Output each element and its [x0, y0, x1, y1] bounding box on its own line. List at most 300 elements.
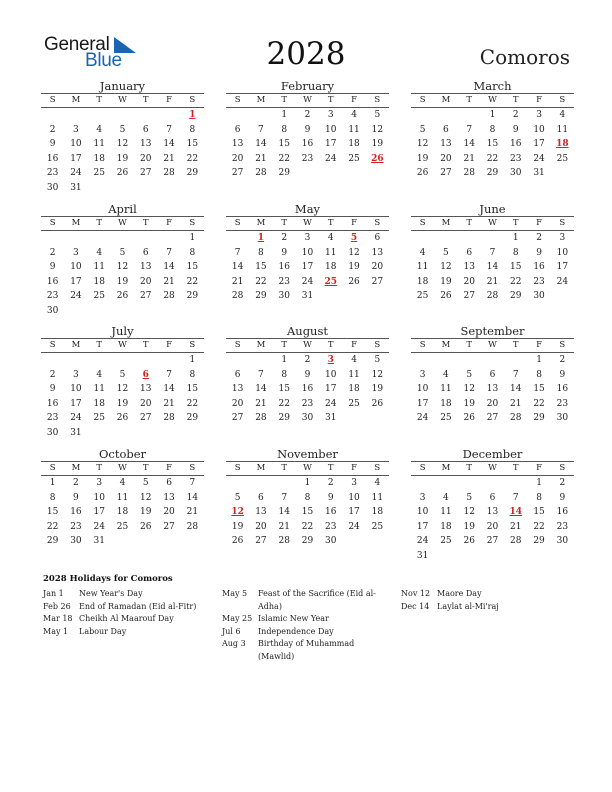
day-cell: 4 [419, 247, 426, 258]
day-cell: 29 [486, 168, 499, 179]
day-empty [226, 476, 249, 491]
weekday-label: M [441, 340, 451, 350]
weekday-label: S [49, 463, 56, 473]
day-cell: 6 [443, 124, 449, 135]
weekday-header [411, 216, 574, 231]
day-cell: 23 [46, 168, 59, 179]
day-cell: 27 [140, 413, 152, 424]
day-cell: 13 [463, 262, 475, 273]
day-cell: 28 [486, 291, 499, 302]
month-name: September [460, 324, 525, 338]
weekday-label: M [441, 463, 451, 473]
month-december [411, 447, 574, 564]
weekday-header [41, 461, 204, 476]
day-cell: 24 [325, 153, 337, 164]
day-empty [134, 353, 157, 368]
weekday-label: W [118, 340, 127, 350]
month-name: December [462, 447, 523, 461]
day-cell: 3 [419, 492, 426, 503]
day-cell: 17 [325, 139, 337, 150]
day-cell: 25 [348, 398, 360, 409]
weekday-label: S [559, 95, 566, 105]
day-cell: 9 [536, 247, 542, 258]
day-cell: 23 [278, 276, 290, 287]
day-cell: 24 [301, 276, 314, 287]
month-may [226, 202, 389, 304]
day-empty [64, 353, 87, 368]
day-empty [481, 353, 504, 368]
holiday-row [222, 626, 392, 639]
day-cell: 23 [70, 521, 82, 532]
day-cell: 20 [231, 153, 244, 164]
weekday-label: M [256, 95, 266, 105]
day-cell: 28 [510, 413, 522, 424]
day-empty [226, 231, 249, 246]
month-april [41, 202, 204, 319]
day-grid [226, 476, 389, 549]
day-cell: 14 [463, 139, 475, 150]
day-cell: 17 [556, 262, 569, 273]
month-september [411, 324, 574, 426]
holidays-title: 2028 Holidays for Comoros [43, 574, 173, 584]
month-november [226, 447, 389, 549]
day-empty [411, 231, 434, 246]
day-cell: 7 [258, 369, 264, 380]
holiday-date: Feb 26 [43, 601, 71, 611]
weekday-label: S [559, 463, 566, 473]
day-cell: 17 [70, 276, 82, 287]
day-cell: 4 [374, 478, 381, 488]
month-name: February [280, 79, 335, 93]
weekday-label: T [512, 218, 519, 228]
day-cell: 23 [301, 398, 314, 409]
day-cell: 3 [419, 369, 426, 380]
weekday-label: M [441, 218, 451, 228]
day-cell: 31 [325, 413, 337, 424]
month-name: January [99, 79, 146, 93]
logo-general-text: General [44, 34, 110, 55]
day-cell: 19 [116, 276, 129, 287]
day-cell: 8 [189, 369, 196, 380]
day-cell: 13 [140, 139, 152, 150]
day-cell: 8 [281, 369, 288, 380]
weekday-label: M [71, 463, 81, 473]
holiday-name: End of Ramadan (Eid al-Fitr) [79, 601, 197, 611]
day-cell-holiday: 1 [189, 110, 196, 120]
day-cell: 5 [466, 369, 473, 380]
holiday-name: Birthday of Muhammad (Mawlid) [258, 639, 355, 661]
day-cell: 31 [301, 291, 314, 302]
day-cell: 20 [255, 521, 267, 532]
day-cell: 20 [163, 507, 175, 518]
day-cell: 17 [70, 153, 82, 164]
day-cell: 4 [119, 478, 126, 488]
day-cell: 7 [189, 478, 196, 488]
holiday-date: Dec 14 [401, 601, 430, 611]
weekday-label: S [49, 95, 56, 105]
day-cell: 28 [163, 291, 175, 302]
day-cell: 18 [440, 398, 452, 409]
day-cell: 19 [463, 521, 475, 532]
day-cell: 28 [278, 536, 290, 547]
weekday-label: W [488, 95, 497, 105]
day-cell: 18 [325, 262, 337, 273]
day-cell: 14 [163, 384, 175, 395]
weekday-label: T [466, 463, 473, 473]
day-cell: 4 [96, 247, 103, 258]
day-cell: 24 [533, 153, 545, 164]
day-cell: 26 [140, 521, 152, 532]
day-cell: 18 [93, 398, 105, 409]
day-cell: 6 [374, 233, 381, 243]
weekday-label: M [256, 463, 266, 473]
day-cell: 25 [440, 536, 452, 547]
day-cell: 21 [163, 153, 175, 164]
day-cell: 24 [556, 276, 569, 287]
day-cell: 23 [556, 398, 569, 409]
day-cell: 3 [327, 110, 334, 120]
weekday-label: W [488, 340, 497, 350]
holiday-name: Feast of the Sacrifice (Eid al-Adha) [258, 589, 376, 611]
day-cell: 2 [559, 355, 566, 365]
month-january [41, 79, 204, 196]
day-cell: 7 [466, 124, 473, 135]
day-cell: 20 [140, 276, 152, 287]
day-cell: 12 [371, 369, 384, 380]
day-cell: 20 [371, 262, 384, 273]
day-cell: 10 [348, 492, 360, 503]
weekday-label: F [166, 340, 172, 350]
weekday-label: W [118, 95, 127, 105]
day-cell: 7 [258, 124, 264, 135]
day-cell: 3 [536, 110, 542, 120]
weekday-label: S [189, 218, 196, 228]
holiday-row [43, 626, 213, 639]
day-cell: 28 [186, 521, 199, 532]
day-cell: 18 [116, 507, 129, 518]
day-cell: 7 [512, 492, 519, 503]
weekday-label: T [142, 463, 149, 473]
day-cell: 5 [119, 124, 126, 135]
day-empty [249, 353, 272, 368]
day-cell: 22 [186, 153, 199, 164]
day-cell: 12 [416, 139, 429, 150]
day-cell: 15 [301, 507, 314, 518]
weekday-label: F [351, 95, 357, 105]
day-cell: 22 [186, 276, 199, 287]
day-cell: 22 [486, 153, 499, 164]
day-cell: 15 [278, 384, 290, 395]
day-cell: 2 [73, 478, 79, 488]
day-cell: 27 [231, 413, 244, 424]
day-cell: 4 [351, 355, 357, 365]
day-cell-holiday: 12 [231, 507, 244, 518]
day-cell: 3 [559, 233, 566, 243]
day-cell: 16 [556, 384, 569, 395]
day-grid [411, 353, 574, 426]
day-cell-holiday: 25 [324, 276, 338, 287]
day-cell: 5 [234, 492, 241, 503]
day-empty [411, 353, 434, 368]
weekday-label: S [234, 340, 241, 350]
day-cell: 11 [116, 492, 129, 503]
day-cell: 23 [46, 413, 59, 424]
day-cell: 13 [231, 384, 244, 395]
day-cell: 18 [440, 521, 452, 532]
day-cell: 4 [351, 110, 357, 120]
day-cell: 31 [533, 168, 545, 179]
day-cell: 14 [255, 384, 267, 395]
day-cell: 30 [510, 168, 522, 179]
day-cell: 26 [440, 291, 452, 302]
day-cell: 1 [536, 355, 542, 365]
day-cell: 15 [278, 139, 290, 150]
day-cell: 12 [140, 492, 152, 503]
day-empty [504, 476, 527, 491]
day-cell: 7 [166, 369, 172, 380]
day-empty [157, 108, 180, 123]
day-empty [41, 353, 64, 368]
day-cell: 7 [512, 369, 519, 380]
day-cell: 24 [416, 413, 429, 424]
weekday-label: F [536, 463, 542, 473]
day-cell: 9 [49, 384, 56, 395]
day-cell: 10 [70, 384, 82, 395]
day-cell: 29 [510, 291, 522, 302]
country-name: Comoros [479, 45, 570, 69]
day-cell: 3 [96, 478, 103, 488]
weekday-label: M [441, 95, 451, 105]
weekday-label: S [189, 95, 196, 105]
day-cell: 2 [49, 124, 56, 135]
day-cell: 30 [301, 413, 314, 424]
day-cell: 30 [46, 427, 59, 438]
day-empty [249, 476, 272, 491]
weekday-label: W [118, 463, 127, 473]
holiday-row [222, 638, 392, 663]
weekday-label: T [327, 218, 334, 228]
holiday-name: Independence Day [258, 626, 334, 636]
day-cell: 3 [351, 478, 357, 488]
day-cell: 3 [304, 233, 311, 243]
day-cell: 10 [70, 262, 82, 273]
day-cell: 28 [255, 168, 267, 179]
day-cell: 27 [486, 413, 499, 424]
day-cell: 3 [73, 369, 79, 380]
day-empty [157, 231, 180, 246]
day-cell: 21 [278, 521, 290, 532]
day-empty [458, 476, 481, 491]
holiday-row [43, 601, 213, 614]
day-cell: 2 [559, 478, 566, 488]
day-cell: 15 [186, 384, 199, 395]
day-cell: 15 [533, 384, 545, 395]
day-cell: 29 [186, 291, 199, 302]
weekday-label: M [256, 340, 266, 350]
day-cell: 14 [278, 507, 290, 518]
day-cell: 25 [440, 413, 452, 424]
day-cell: 22 [301, 521, 314, 532]
day-cell: 23 [556, 521, 569, 532]
weekday-label: W [303, 463, 312, 473]
day-cell: 7 [234, 247, 241, 258]
day-cell: 18 [93, 153, 105, 164]
day-grid [41, 108, 204, 196]
weekday-header [411, 93, 574, 108]
day-cell: 25 [116, 521, 129, 532]
day-cell: 11 [440, 507, 452, 518]
holiday-date: May 25 [222, 614, 253, 623]
weekday-label: S [419, 218, 426, 228]
day-cell: 4 [443, 369, 449, 380]
day-cell: 19 [463, 398, 475, 409]
day-cell: 14 [510, 384, 522, 395]
day-cell: 27 [486, 536, 499, 547]
day-cell: 10 [93, 492, 105, 503]
weekday-label: W [118, 218, 127, 228]
day-cell: 25 [93, 291, 105, 302]
day-cell: 27 [440, 168, 452, 179]
day-cell: 2 [281, 233, 288, 243]
day-cell: 26 [116, 168, 129, 179]
weekday-header [226, 216, 389, 231]
day-grid [411, 231, 574, 304]
day-cell: 9 [304, 369, 311, 380]
day-cell: 27 [463, 291, 475, 302]
day-grid [41, 476, 204, 549]
day-cell: 14 [186, 492, 199, 503]
day-empty [134, 108, 157, 123]
day-cell: 25 [93, 413, 105, 424]
day-cell: 1 [189, 233, 196, 243]
day-cell: 14 [231, 262, 244, 273]
weekday-label: T [96, 218, 103, 228]
day-cell: 5 [374, 110, 381, 120]
day-cell: 1 [512, 233, 519, 243]
day-cell: 21 [186, 507, 199, 518]
day-cell: 23 [325, 521, 337, 532]
day-cell: 2 [512, 110, 519, 120]
day-cell: 21 [255, 398, 267, 409]
day-cell: 28 [255, 413, 267, 424]
day-empty [411, 108, 434, 123]
day-cell: 16 [70, 507, 82, 518]
day-empty [458, 108, 481, 123]
day-cell: 13 [255, 507, 267, 518]
day-cell: 9 [304, 124, 311, 135]
day-cell: 29 [46, 536, 59, 547]
day-empty [434, 353, 457, 368]
day-cell: 10 [556, 247, 569, 258]
day-cell: 30 [325, 536, 337, 547]
weekday-label: T [512, 463, 519, 473]
day-cell: 27 [231, 168, 244, 179]
weekday-label: F [536, 95, 542, 105]
day-cell: 10 [301, 247, 314, 258]
day-cell: 25 [416, 291, 429, 302]
day-cell: 1 [49, 478, 56, 488]
day-cell: 21 [255, 153, 267, 164]
day-cell: 18 [416, 276, 429, 287]
day-cell: 17 [93, 507, 105, 518]
day-cell: 13 [163, 492, 175, 503]
holiday-name: Islamic New Year [258, 614, 329, 623]
day-empty [504, 353, 527, 368]
day-cell: 5 [142, 478, 149, 488]
day-cell: 12 [116, 262, 129, 273]
weekday-header [226, 93, 389, 108]
day-cell: 5 [119, 369, 126, 380]
day-grid [226, 231, 389, 304]
holiday-date: Mar 18 [43, 614, 73, 623]
weekday-label: M [256, 218, 266, 228]
day-cell: 11 [371, 492, 384, 503]
day-cell: 17 [416, 521, 429, 532]
day-cell: 22 [278, 398, 290, 409]
day-cell: 17 [416, 398, 429, 409]
day-cell: 13 [486, 507, 499, 518]
day-cell: 28 [231, 291, 244, 302]
day-cell: 8 [536, 492, 542, 503]
weekday-label: F [351, 463, 357, 473]
day-cell: 17 [348, 507, 360, 518]
day-cell: 8 [512, 247, 519, 258]
day-cell: 15 [46, 507, 59, 518]
day-cell: 5 [419, 124, 426, 135]
day-cell: 25 [93, 168, 105, 179]
holiday-date: May 5 [222, 589, 248, 598]
holiday-name: Cheikh Al Maarouf Day [79, 614, 174, 623]
holiday-name: New Year's Day [79, 589, 143, 598]
day-cell: 23 [301, 153, 314, 164]
day-grid [41, 231, 204, 319]
day-empty [111, 231, 134, 246]
weekday-label: T [281, 340, 288, 350]
day-cell: 24 [416, 536, 429, 547]
month-name: July [111, 324, 134, 338]
day-cell: 24 [325, 398, 337, 409]
day-empty [458, 231, 481, 246]
day-cell: 8 [189, 247, 196, 258]
day-cell: 5 [374, 355, 381, 365]
weekday-label: S [374, 340, 381, 350]
day-cell: 14 [486, 262, 499, 273]
day-cell: 2 [327, 478, 334, 488]
day-cell: 10 [325, 124, 337, 135]
day-cell: 25 [556, 153, 569, 164]
day-cell: 30 [46, 182, 59, 193]
weekday-label: S [49, 340, 56, 350]
weekday-label: S [419, 340, 426, 350]
day-cell: 20 [486, 521, 499, 532]
month-name: June [479, 202, 506, 216]
day-cell: 18 [348, 384, 360, 395]
day-cell: 8 [281, 124, 288, 135]
day-cell: 21 [486, 276, 499, 287]
day-grid [226, 108, 389, 181]
day-cell: 3 [73, 247, 79, 258]
day-cell: 21 [231, 276, 244, 287]
weekday-header [226, 461, 389, 476]
day-empty [134, 231, 157, 246]
weekday-label: W [303, 340, 312, 350]
holiday-row [222, 613, 392, 626]
day-cell: 22 [510, 276, 522, 287]
day-cell: 29 [278, 413, 290, 424]
day-cell: 15 [510, 262, 522, 273]
day-cell: 29 [301, 536, 314, 547]
weekday-label: F [166, 95, 172, 105]
